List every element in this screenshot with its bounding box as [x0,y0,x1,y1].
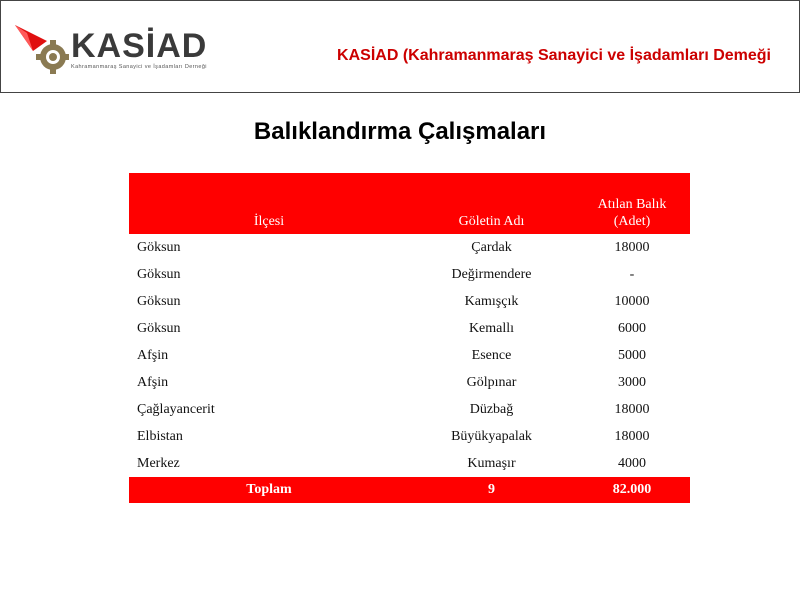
pond-cell: Değirmendere [451,266,532,282]
pond-cell: Düzbağ [469,401,514,417]
table-total-row [129,477,690,503]
table-row [129,369,690,396]
table-row [129,342,690,369]
pond-cell: Çardak [471,239,512,255]
district-cell: Afşin [137,374,169,390]
fish-count-cell: 10000 [614,293,650,309]
fish-count-cell: 4000 [618,455,646,471]
column-header-district: İlçesi [129,173,409,234]
fish-count-header-line1: Atılan Balık [597,197,667,212]
logo-subtext: Kahramanmaraş Sanayici ve İşadamları Derneği [71,64,207,70]
fish-count-header-line2: (Adet) [613,214,651,229]
total-pond-count-cell: 9 [409,477,574,503]
fish-count-cell: 5000 [618,347,646,363]
table-row [129,315,690,342]
pond-cell: Büyükyapalak [451,428,532,444]
column-header-pond: Göletin Adı [409,173,574,234]
pond-cell: Gölpınar [466,374,517,390]
header-title: KASİAD (Kahramanmaraş Sanayici ve İşadamları Demeği [337,47,771,64]
fish-stocking-table [129,173,690,503]
pond-cell: Kumaşır [467,455,516,471]
pond-cell: Kemallı [468,320,515,336]
fish-count-cell: 6000 [618,320,646,336]
fish-count-cell: 18000 [614,239,650,255]
fish-count-cell: - [629,266,635,282]
district-cell: Merkez [137,455,180,471]
district-cell: Çağlayancerit [137,401,215,417]
district-cell: Elbistan [137,428,183,444]
header-banner [0,0,800,93]
district-cell: Göksun [137,293,181,309]
table-row [129,234,690,261]
table-row [129,261,690,288]
page-title: Balıklandırma Çalışmaları [253,118,547,145]
fish-count-cell: 18000 [614,428,650,444]
pond-cell: Esence [471,347,512,363]
fish-count-cell: 18000 [614,401,650,417]
total-fish-count-cell: 82.000 [574,477,690,503]
column-header-fish-count [574,173,690,234]
table-row [129,396,690,423]
fish-count-cell: 3000 [618,374,646,390]
table-row [129,288,690,315]
district-cell: Göksun [137,320,181,336]
pond-cell: Kamışçık [464,293,519,309]
district-cell: Göksun [137,239,181,255]
logo-wordmark: KASİAD [71,27,208,65]
table-row [129,450,690,477]
table-row [129,423,690,450]
total-label-cell: Toplam [129,477,409,503]
kasiad-logo-icon [13,21,69,75]
table-header-row [129,173,690,234]
district-cell: Afşin [137,347,169,363]
district-cell: Göksun [137,266,181,282]
